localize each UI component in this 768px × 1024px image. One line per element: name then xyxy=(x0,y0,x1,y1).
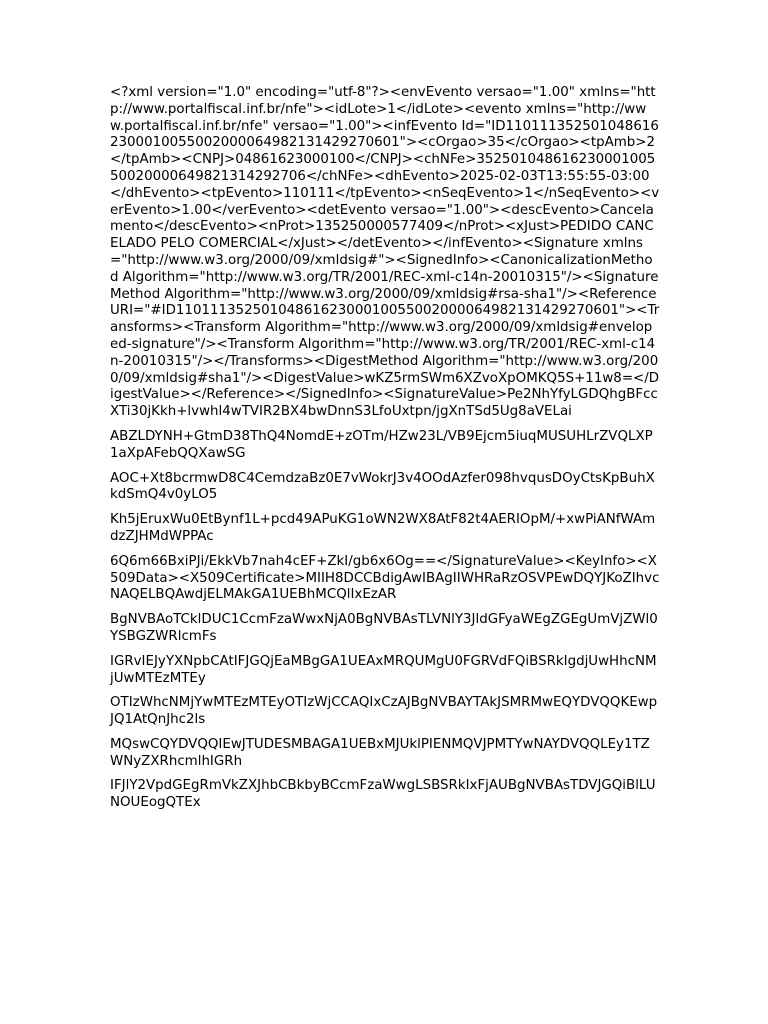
signature-line-1: ABZLDYNH+GtmD38ThQ4NomdE+zOTm/HZw23L/VB9Ejcm5iuqMUSUHLrZVQLXP1aXpAFebQQXawSG xyxy=(110,428,653,461)
certificate-line-5: MQswCQYDVQQIEwJTUDESMBAGA1UEBxMJUklPIENMQVJPMTYwNAYDVQQLEy1TZWNyZXRhcmlhIGRh xyxy=(110,736,650,769)
certificate-line-3: IGRvIEJyYXNpbCAtIFJGQjEaMBgGA1UEAxMRQUMgU0FGRVdFQiBSRkIgdjUwHhcNMjUwMTEzMTEy xyxy=(110,653,657,686)
certificate-line-6: IFJlY2VpdGEgRmVkZXJhbCBkbyBCcmFzaWwgLSBSRkIxFjAUBgNVBAsTDVJGQiBlLUNOUEogQTEx xyxy=(110,778,656,811)
signature-line-2: AOC+Xt8bcrmwD8C4CemdzaBz0E7vWokrJ3v4OOdAzfer098hvqusDOyCtsKpBuhXkdSmQ4v0yLO5 xyxy=(110,470,655,503)
signature-certificate-line-1: 6Q6m66BxiPJi/EkkVb7nah4cEF+ZkI/gb6x6Og==</SignatureValue><KeyInfo><X509Data><X509Certificate>MIIH8DCCBdigAwIBAgIIWHRaRzOSVPEwDQYJKoZIhvcNAQELBQAwdjELMAkGA1UEBhMCQlIxEzAR xyxy=(110,553,660,603)
document-body xyxy=(110,85,660,820)
certificate-line-2: BgNVBAoTCklDUC1CcmFzaWwxNjA0BgNVBAsTLVNlY3JldGFyaWEgZGEgUmVjZWl0YSBGZWRlcmFs xyxy=(110,612,658,644)
xml-paragraph-1: <?xml version="1.0" encoding="utf-8"?><envEvento versao="1.00" xmlns="http://www.portalfiscal.inf.br/nfe"><idLote>1</idLote><evento xmlns="http://www.portalfiscal.inf.br/nfe" versao="1.00"><infEvento Id="ID1101113525010486162300010055002000064982131429270601"><cOrgao>35</cOrgao><tpAmb>2</tpAmb><CNPJ>04861623000100</CNPJ><chNFe>35250104861623000100550020000649821314292706</chNFe><dhEvento>2025-02-03T13:55:55-03:00</dhEvento><tpEvento>110111</tpEvento><nSeqEvento>1</nSeqEvento><verEvento>1.00</verEvento><detEvento versao="1.00"><descEvento>Cancelamento</descEvento><nProt>135250000577409</nProt><xJust>PEDIDO CANCELADO PELO COMERCIAL</xJust></detEvento></infEvento><Signature xmlns="http://www.w3.org/2000/09/xmldsig#"><SignedInfo><CanonicalizationMethod Algorithm="http://www.w3.org/TR/2001/REC-xml-c14n-20010315"/><SignatureMethod Algorithm="http://www.w3.org/2000/09/xmldsig#rsa-sha1"/><Reference URI="#ID1101113525010486162300010055002000064982131429270601"><Transforms><Transform Algorithm="http://www.w3.org/2000/09/xmldsig#enveloped-signature"/><Transform Algorithm="http://www.w3.org/TR/2001/REC-xml-c14n-20010315"/></Transforms><DigestMethod Algorithm="http://www.w3.org/2000/09/xmldsig#sha1"/><DigestValue>wKZ5rmSWm6XZvoXpOMKQ5S+11w8=</DigestValue></Reference></SignedInfo><SignatureValue>Pe2NhYfyLGDQhgBFccXTi30jKkh+lvwhl4wTVIR2BX4bwDnnS3LfoUxtpn/jgXnTSd5Ug8aVELai xyxy=(110,85,660,420)
signature-line-3: Kh5jEruxWu0EtBynf1L+pcd49APuKG1oWN2WX8AtF82t4AERIOpM/+xwPiANfWAmdzZJHMdWPPAc xyxy=(110,512,656,544)
certificate-line-4: OTIzWhcNMjYwMTEzMTEyOTIzWjCCAQIxCzAJBgNVBAYTAkJSMRMwEQYDVQQKEwpJQ1AtQnJhc2ls xyxy=(110,695,658,728)
